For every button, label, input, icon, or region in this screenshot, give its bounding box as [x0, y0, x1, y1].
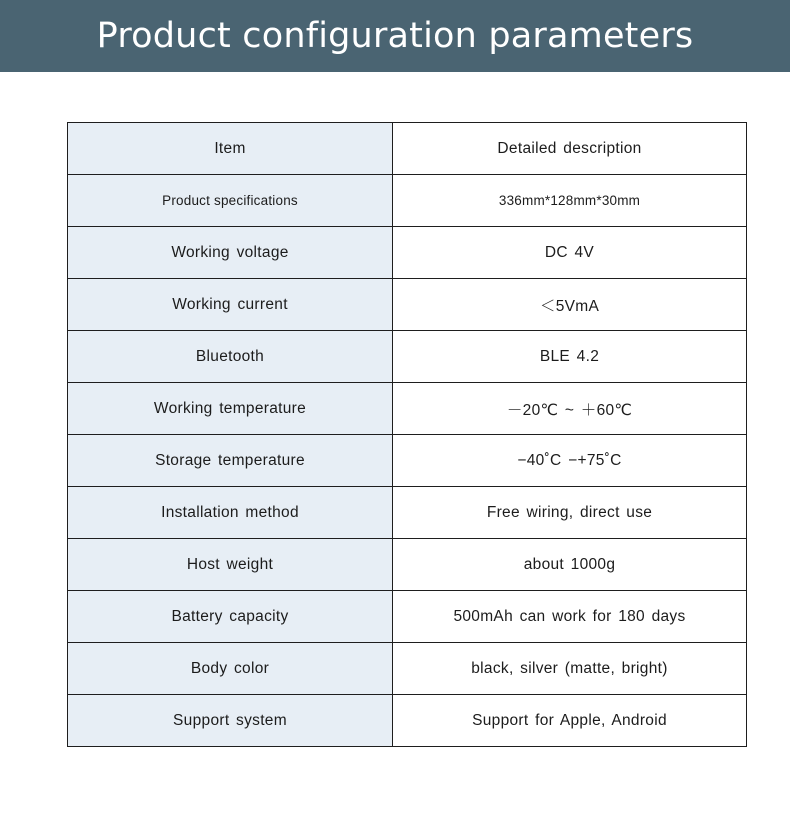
row-item-label: Working voltage — [68, 227, 393, 279]
spec-table — [67, 122, 747, 747]
table-row — [68, 695, 747, 747]
row-item-value: DC 4V — [393, 227, 747, 279]
table-row — [68, 487, 747, 539]
row-item-label: Storage temperature — [68, 435, 393, 487]
column-header-description: Detailed description — [393, 123, 747, 175]
row-item-label: Support system — [68, 695, 393, 747]
row-item-label: Battery capacity — [68, 591, 393, 643]
table-row — [68, 227, 747, 279]
row-item-value: Free wiring, direct use — [393, 487, 747, 539]
row-item-label: Installation method — [68, 487, 393, 539]
row-item-label: Host weight — [68, 539, 393, 591]
title-banner — [0, 0, 790, 72]
table-row — [68, 591, 747, 643]
table-row — [68, 539, 747, 591]
table-header-row — [68, 123, 747, 175]
table-row — [68, 643, 747, 695]
table-row — [68, 383, 747, 435]
table-row — [68, 331, 747, 383]
row-item-label: Working current — [68, 279, 393, 331]
row-item-label: Product specifications — [68, 175, 393, 227]
row-item-value: about 1000g — [393, 539, 747, 591]
row-item-value: black, silver (matte, bright) — [393, 643, 747, 695]
row-item-value: ＜5VmA — [393, 279, 747, 331]
table-row — [68, 279, 747, 331]
table-row — [68, 435, 747, 487]
row-item-label: Working temperature — [68, 383, 393, 435]
row-item-value: 336mm*128mm*30mm — [393, 175, 747, 227]
row-item-value: Support for Apple, Android — [393, 695, 747, 747]
table-row — [68, 175, 747, 227]
row-item-value: BLE 4.2 — [393, 331, 747, 383]
row-item-value: －20℃ ~ ＋60℃ — [393, 383, 747, 435]
page-title: Product configuration parameters — [96, 15, 694, 56]
row-item-label: Bluetooth — [68, 331, 393, 383]
row-item-value: −40˚C −+75˚C — [393, 435, 747, 487]
row-item-value: 500mAh can work for 180 days — [393, 591, 747, 643]
row-item-label: Body color — [68, 643, 393, 695]
column-header-item: Item — [68, 123, 393, 175]
